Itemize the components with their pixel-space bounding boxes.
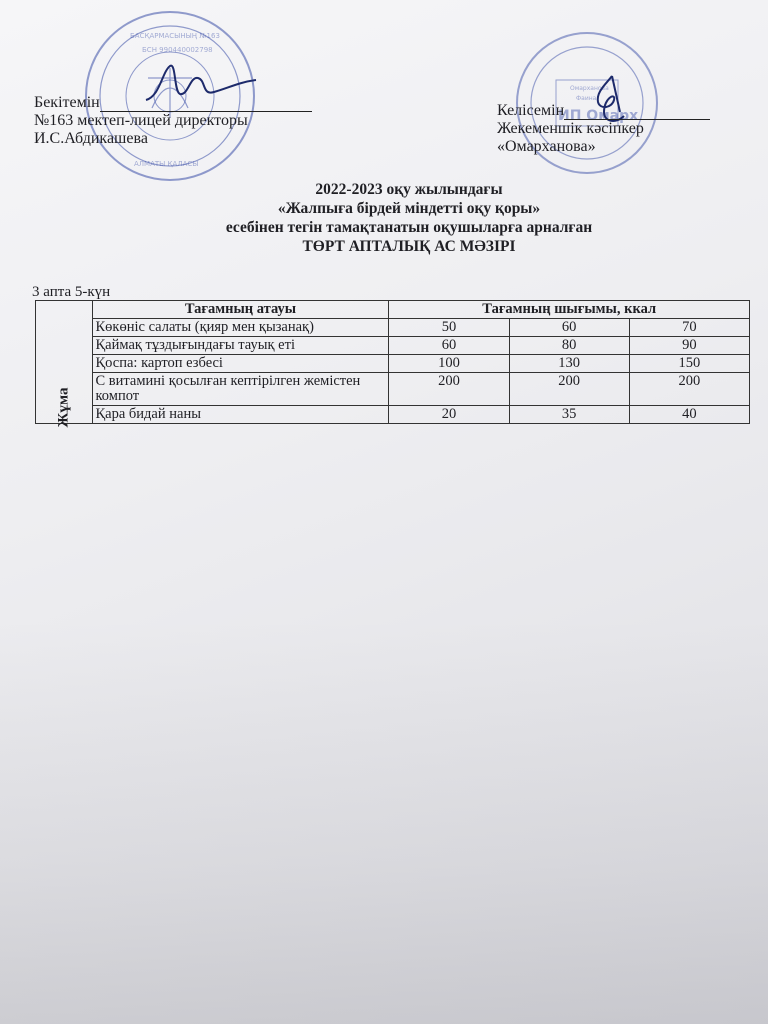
svg-text:Омарханова: Омарханова bbox=[570, 85, 609, 92]
approval-block bbox=[34, 94, 312, 148]
heading-line-1: 2022-2023 оқу жылындағы bbox=[315, 181, 503, 198]
output-value: 200 bbox=[629, 373, 749, 406]
agreement-name: «Омарханова» bbox=[497, 138, 596, 155]
header-dish: Тағамның атауы bbox=[92, 301, 389, 319]
approval-name: И.С.Абдикашева bbox=[34, 130, 148, 147]
dish-name: Қаймақ тұздығындағы тауық еті bbox=[92, 337, 389, 355]
svg-text:Фаина: Фаина bbox=[576, 95, 597, 102]
output-value: 70 bbox=[629, 319, 749, 337]
approval-position: №163 мектеп-лицей директоры bbox=[34, 112, 248, 129]
heading-line-2: «Жалпыға бірдей міндетті оқу қоры» bbox=[277, 200, 541, 217]
heading-line-4: ТӨРТ АПТАЛЫҚ АС МӘЗІРІ bbox=[302, 238, 516, 255]
output-value: 200 bbox=[509, 373, 629, 406]
output-value: 90 bbox=[629, 337, 749, 355]
agreement-block bbox=[497, 102, 710, 156]
svg-text:АЛМАТЫ ҚАЛАСЫ: АЛМАТЫ ҚАЛАСЫ bbox=[134, 160, 199, 168]
output-value: 130 bbox=[509, 355, 629, 373]
menu-table bbox=[35, 300, 750, 427]
dish-name: Қоспа: картоп езбесі bbox=[92, 355, 389, 373]
output-value: 50 bbox=[389, 319, 509, 337]
table-row bbox=[36, 373, 750, 406]
paper-shadow bbox=[0, 620, 768, 1024]
output-value: 60 bbox=[389, 337, 509, 355]
svg-text:БАСҚАРМАСЫНЫҢ №163: БАСҚАРМАСЫНЫҢ №163 bbox=[130, 32, 220, 40]
output-value: 40 bbox=[629, 406, 749, 424]
day-label: 3 апта 5-күн bbox=[32, 284, 111, 300]
heading-line-3: есебінен тегін тамақтанатын оқушыларға арналған bbox=[225, 219, 593, 236]
svg-text:БСН 990440002798: БСН 990440002798 bbox=[142, 46, 213, 54]
dish-name: Көкөніс салаты (қияр мен қызанақ) bbox=[92, 319, 389, 337]
output-value: 60 bbox=[509, 319, 629, 337]
output-value: 20 bbox=[389, 406, 509, 424]
output-value: 100 bbox=[389, 355, 509, 373]
dish-name: Қара бидай наны bbox=[92, 406, 389, 424]
output-value: 80 bbox=[509, 337, 629, 355]
agreement-position: Жекеменшік кәсіпкер bbox=[497, 120, 644, 137]
header-output: Тағамның шығымы, ккал bbox=[389, 301, 750, 319]
weekday-label: Жұма bbox=[55, 387, 72, 427]
output-value: 35 bbox=[509, 406, 629, 424]
table-row bbox=[36, 406, 750, 424]
table-row bbox=[36, 319, 750, 337]
table-row bbox=[36, 355, 750, 373]
table-header-row bbox=[36, 301, 750, 319]
weekday-cell bbox=[36, 301, 93, 427]
approval-word: Бекітемін bbox=[34, 94, 100, 111]
dish-name: С витамині қосылған кептірілген жемістен компот bbox=[92, 373, 389, 406]
table-row bbox=[36, 337, 750, 355]
output-value: 200 bbox=[389, 373, 509, 406]
agreement-word: Келісемін bbox=[497, 102, 565, 119]
svg-text:ИП Омарх: ИП Омарх bbox=[558, 108, 639, 124]
output-value: 150 bbox=[629, 355, 749, 373]
menu-heading bbox=[0, 180, 768, 256]
